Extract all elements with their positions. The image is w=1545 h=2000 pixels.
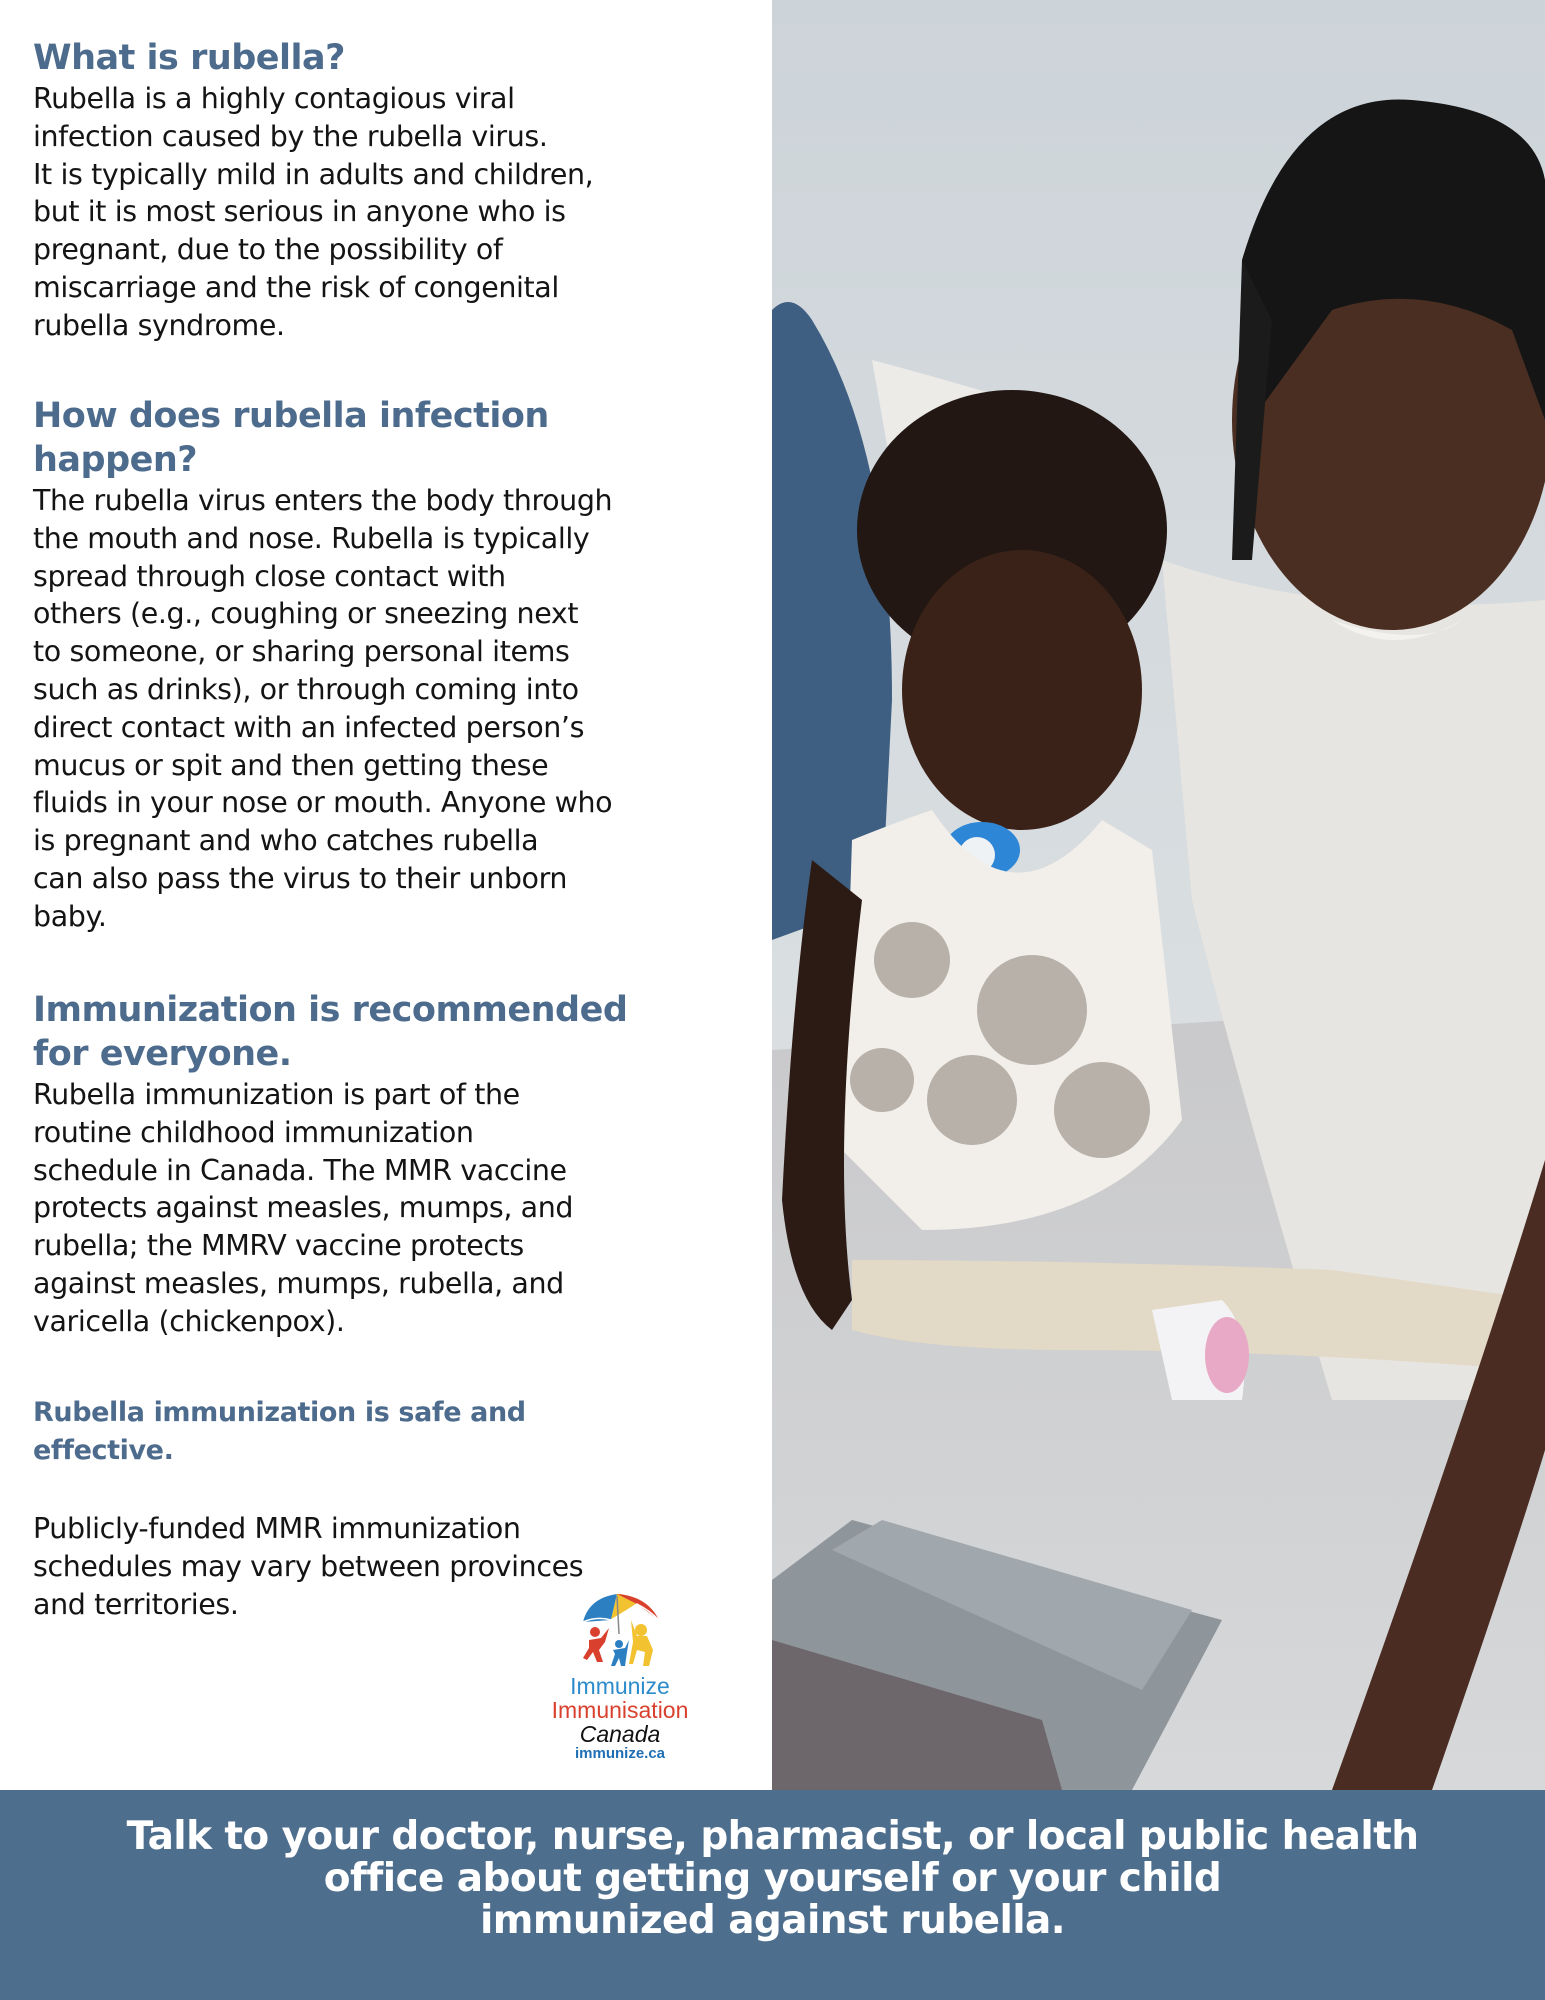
body-line: such as drinks), or through coming into	[33, 672, 579, 706]
call-to-action-banner	[0, 1790, 1545, 2000]
body-line: the mouth and nose. Rubella is typically	[33, 521, 590, 555]
body-line: and territories.	[33, 1587, 239, 1621]
body-line: Rubella immunization is part of the	[33, 1078, 520, 1111]
body-line: routine childhood immunization	[33, 1115, 474, 1149]
body-line: The rubella virus enters the body through	[33, 484, 613, 517]
banner-line: office about getting yourself or your child	[323, 1856, 1222, 1901]
body-line: mucus or spit and then getting these	[33, 748, 549, 782]
body-immunization-recommended	[33, 1076, 773, 1341]
immunize-canada-logo	[520, 1590, 720, 1780]
body-line: Publicly-funded MMR immunization	[33, 1512, 521, 1545]
heading-what-is-rubella	[33, 36, 763, 80]
logo-text-immunize: Immunize	[570, 1673, 670, 1699]
subheading-safe-effective	[33, 1394, 773, 1470]
photo-illustration	[772, 0, 1545, 1790]
body-what-is-rubella	[33, 80, 763, 345]
body-line: infection caused by the rubella virus.	[33, 119, 548, 153]
section-immunization-recommended	[33, 988, 773, 1341]
banner-line: immunized against rubella.	[480, 1898, 1065, 1943]
heading-line: How does rubella infection	[33, 396, 549, 436]
body-line: others (e.g., coughing or sneezing next	[33, 597, 579, 631]
logo-url: immunize.ca	[574, 1745, 666, 1762]
body-line: is pregnant and who catches rubella	[33, 824, 539, 858]
body-how-infection-happens	[33, 482, 773, 936]
body-line: rubella syndrome.	[33, 308, 285, 342]
heading-line: happen?	[33, 440, 198, 480]
banner-line: Talk to your doctor, nurse, pharmacist, or local public health	[126, 1814, 1419, 1859]
body-line: fluids in your nose or mouth. Anyone who	[33, 786, 613, 820]
section-how-infection-happens	[33, 394, 773, 936]
section-safe-effective	[33, 1394, 773, 1470]
body-line: pregnant, due to the possibility of	[33, 233, 503, 267]
logo-text-immunisation: Immunisation	[551, 1697, 689, 1723]
body-line: varicella (chickenpox).	[33, 1304, 345, 1338]
heading-immunization-recommended	[33, 988, 773, 1076]
subheading-line: effective.	[33, 1435, 174, 1466]
body-line: baby.	[33, 899, 107, 933]
body-line: to someone, or sharing personal items	[33, 635, 570, 669]
section-what-is-rubella	[33, 36, 763, 345]
heading-line: for everyone.	[33, 1034, 292, 1074]
body-line: schedules may vary between provinces	[33, 1549, 584, 1583]
body-line: protects against measles, mumps, and	[33, 1191, 574, 1225]
banner-text	[0, 1790, 1545, 1942]
subheading-line: Rubella immunization is safe and	[33, 1397, 526, 1428]
heading-line: What is rubella?	[33, 38, 345, 78]
text-column	[0, 0, 772, 1790]
body-line: rubella; the MMRV vaccine protects	[33, 1229, 524, 1263]
body-line: schedule in Canada. The MMR vaccine	[33, 1153, 567, 1187]
body-line: can also pass the virus to their unborn	[33, 861, 568, 895]
body-line: miscarriage and the risk of congenital	[33, 270, 559, 304]
heading-line: Immunization is recommended	[33, 990, 628, 1030]
logo-text-canada: Canada	[579, 1721, 661, 1747]
body-line: Rubella is a highly contagious viral	[33, 82, 515, 115]
body-line: but it is most serious in anyone who is	[33, 195, 566, 229]
heading-how-infection-happens	[33, 394, 773, 482]
body-line: spread through close contact with	[33, 559, 506, 593]
body-line: It is typically mild in adults and children,	[33, 157, 594, 191]
hero-photo	[772, 0, 1545, 1790]
body-line: direct contact with an infected person’s	[33, 710, 585, 744]
body-line: against measles, mumps, rubella, and	[33, 1266, 564, 1300]
umbrella-family-icon	[575, 1590, 665, 1670]
